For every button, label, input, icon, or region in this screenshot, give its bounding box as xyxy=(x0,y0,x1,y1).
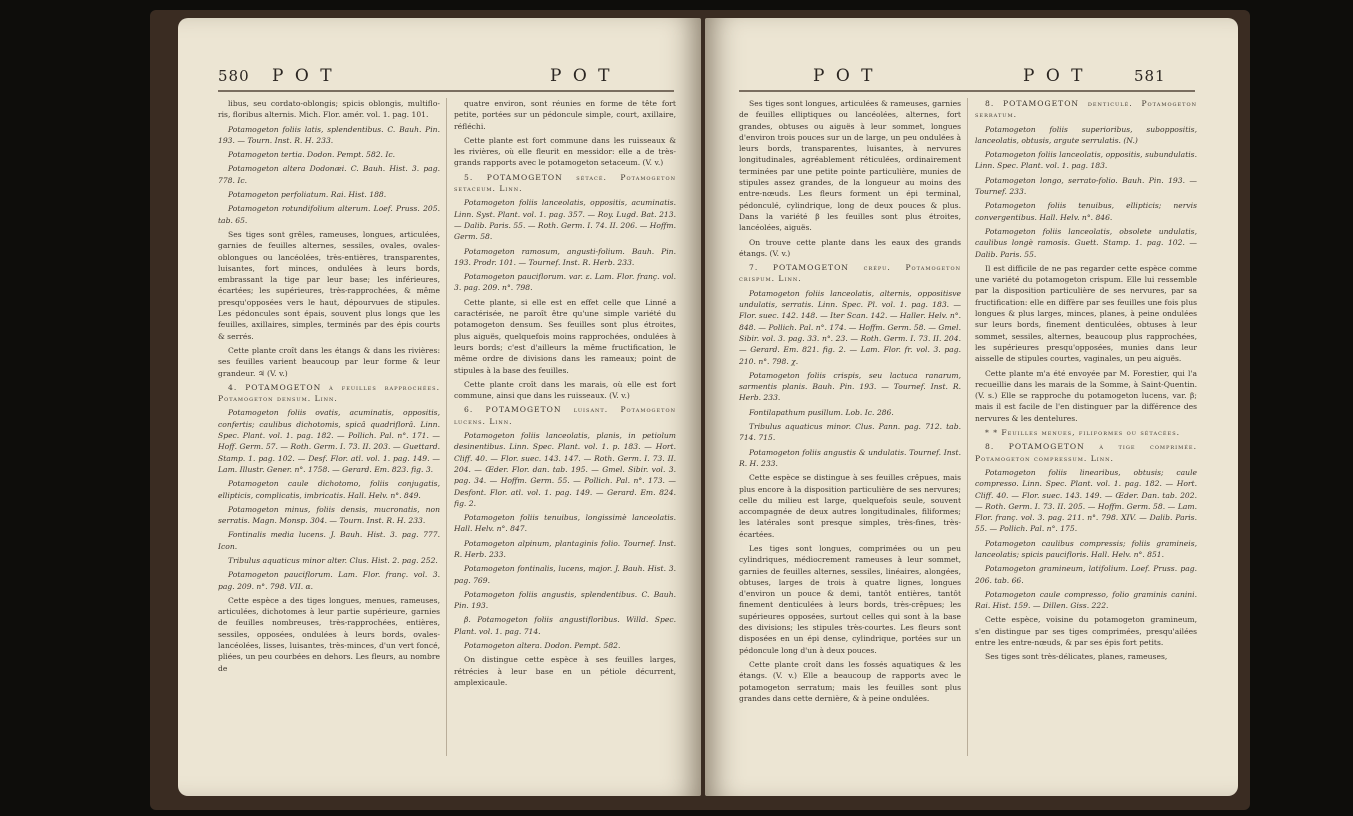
paragraph: 6. POTAMOGETON luisant. Potamogeton lucens. Linn. xyxy=(454,405,676,426)
paragraph: Cette espèce, voisine du potamogeton gramineum, s'en distingue par ses tiges comprimées, presqu'ailées entre les entre-nœuds, & par ses épis fort petits. xyxy=(975,615,1197,648)
paragraph: 7. POTAMOGETON crépu. Potamogeton crispum. Linn. xyxy=(739,263,961,284)
paragraph: Potamogeton altera. Dodon. Pempt. 582. xyxy=(464,641,621,651)
paragraph: Potamogeton caule compresso, folio graminis canini. Rai. Hist. 159. — Dillen. Giss. 222. xyxy=(975,589,1197,611)
paragraph: 8. POTAMOGETON à tige comprimée. Potamogeton compressum. Linn. xyxy=(975,442,1197,463)
left-page-header xyxy=(218,66,335,86)
paragraph: Cette plante croît dans les fossés aquatiques & les étangs. (V. v.) Elle a beaucoup de rapports avec le potamogeton serratum; mais les feuilles sont plus grandes dans cette dernière, & à peine ondulées. xyxy=(739,659,961,703)
paragraph: Cette plante est fort commune dans les ruisseaux & les rivières, où elle fleurit en messidor: elle a de très-grands rapports avec le potamogeton setaceum. (V. v.) xyxy=(454,135,676,168)
paragraph: Potamogeton foliis lanceolatis, obsolete undulatis, caulibus longè ramosis. Guett. Stamp. 1. pag. 102. — Dalib. Paris. 55. xyxy=(975,226,1197,259)
left-column-divider xyxy=(446,98,447,756)
paragraph: Ses tiges sont très-délicates, planes, rameuses, xyxy=(985,652,1168,662)
paragraph: 5. POTAMOGETON sétacé. Potamogeton setaceum. Linn. xyxy=(454,172,676,194)
left-running-head-left: P O T xyxy=(272,66,335,86)
right-page xyxy=(705,18,1238,796)
paragraph: Potamogeton ramosum, angusti-folium. Bauh. Pin. 193. Prodr. 101. — Tournef. Inst. R. Herb. 233. xyxy=(454,246,676,267)
paragraph: Potamogeton pauciflorum. Lam. Flor. franç. vol. 3. pag. 209. n°. 798. VII. α. xyxy=(218,570,440,591)
paragraph: Potamogeton foliis angustis & undulatis. Tournef. Inst. R. H. 233. xyxy=(739,447,961,468)
left-column-1 xyxy=(218,98,440,766)
paragraph: On trouve cette plante dans les eaux des grands étangs. (V. v.) xyxy=(739,237,961,258)
left-page-number: 580 xyxy=(218,67,250,85)
paragraph: Ses tiges sont longues, articulées & rameuses, garnies de feuilles elliptiques ou lancéolées, alternes, fort grandes, obtuses ou aiguës à leur sommet, longues d'environ trois pouces sur un de large, un peu ondulées à leurs bords, transparentes, luisantes, à nervures longitudinales, agréablement réticulées, ordinairement terminées par une petite pointe particulière, munies de stipules assez grandes, de la longueur au moins des entre-nœuds. Les fleurs forment un épi terminal, pédonculé, cylindrique, long de deux pouces & plus. Dans la variété β les feuilles sont plus étroites, lancéolées, aiguës. xyxy=(739,99,961,233)
paragraph: Potamogeton foliis lanceolatis, oppositis, subundulatis. Linn. Spec. Plant. vol. 1. pag. 183. xyxy=(975,150,1197,171)
right-column-2 xyxy=(975,98,1197,766)
paragraph: Potamogeton caule dichotomo, foliis conjugatis, ellipticis, complicatis, imbricatis. Hall. Helv. n°. 849. xyxy=(218,479,440,500)
paragraph: Ses tiges sont grêles, rameuses, longues, articulées, garnies de feuilles alternes, sessiles, ovales, ovales-oblongues ou lancéolées, très-entières, transparentes, luisantes, fort minces, ondulées à leurs bords, embrassant la tige par leur base; les inférieures, écartées; les supérieures, très-rapprochées, & même presqu'opposées vers le haut, dépourvues de stipules. Les pédoncules sont épais, souvent plus longs que les feuilles, axillaires, simples, terminés par des épis courts & serrés. xyxy=(218,229,440,341)
paragraph: Potamogeton foliis lanceolatis, oppositis, acuminatis. Linn. Syst. Plant. vol. 1. pag. 357. — Roy. Lugd. Bat. 213. — Dalib. Paris. 55. — Roth. Germ. I. 74. II. 206. — Hoffm. Germ. 58. xyxy=(454,198,676,242)
paragraph: Potamogeton foliis angustis, splendentibus. C. Bauh. Pin. 193. xyxy=(454,589,676,611)
right-running-head-left: P O T xyxy=(813,66,876,86)
left-column-2 xyxy=(454,98,676,766)
paragraph: Potamogeton longo, serrato-folio. Bauh. Pin. 193. — Tournef. 233. xyxy=(975,175,1197,197)
paragraph: Cette espèce se distingue à ses feuilles crêpues, mais plus encore à la disposition particulière de ses nervures; celle du milieu est large, quelquefois seule, souvent accompagnée de deux autres longitudinales, filiformes; les latérales sont presque simples, très-fines, très-écartées. xyxy=(739,473,961,539)
paragraph: β. Potamogeton foliis angustifloribus. Willd. Spec. Plant. vol. 1. pag. 714. xyxy=(454,615,676,636)
right-running-head-right: P O T xyxy=(1023,66,1086,86)
paragraph: Fontilapathum pusillum. Lob. Ic. 286. xyxy=(749,407,894,417)
paragraph: Les tiges sont longues, comprimées ou un peu cylindriques, médiocrement rameuses à leur sommet, garnies de feuilles alternes, sessiles, linéaires, alongées, obtuses, larges de trois à quatre lignes, longues d'environ un pouce & demi, tantôt entières, tantôt finement denticulées à leurs bords, très-crêpues; les supérieures opposées, surtout celles qui sont à la base des divisions; les stipules très-courtes. Les fleurs sont disposées en un épi dense, cylindrique, portées sur un pédoncule long d'un à deux pouces. xyxy=(739,543,961,655)
paragraph: Cette espèce a des tiges longues, menues, rameuses, articulées, dichotomes à leur partie supérieure, garnies de feuilles nombreuses, très-rapprochées, entières, sessiles, opposées, ondulées à leurs bords, ovales-lancéolées, lisses, luisantes, très-minces, d'un vert foncé, pliées, un peu courbées en dehors. Les fleurs, au nombre de xyxy=(218,595,440,673)
paragraph: Potamogeton pauciflorum. var. ε. Lam. Flor. franç. vol. 3. pag. 209. n°. 798. xyxy=(454,272,676,293)
paragraph: * * Feuilles menues, filiformes ou sétacées. xyxy=(985,428,1181,438)
left-header-rule xyxy=(218,90,674,92)
paragraph: 4. POTAMOGETON à feuilles rapprochées. Potamogeton densum. Linn. xyxy=(218,382,440,404)
paragraph: Cette plante m'a été envoyée par M. Forestier, qui l'a recueillie dans les marais de la Somme, à Saint-Quentin. (V. s.) Elle se rapproche du potamogeton lucens, var. β; mais il est facile de l'en distinguer par la différence des nervures & les dentelures. xyxy=(975,368,1197,423)
right-header-rule xyxy=(739,90,1195,92)
paragraph: Tribulus aquaticus minor. Clus. Pann. pag. 712. tab. 714. 715. xyxy=(739,422,961,443)
paragraph: Potamogeton perfoliatum. Rai. Hist. 188. xyxy=(228,190,387,200)
paragraph: Fontinalis media lucens. J. Bauh. Hist. 3. pag. 777. Icon. xyxy=(218,530,440,551)
paragraph: Il est difficile de ne pas regarder cette espèce comme une variété du potamogeton crispum. Elle lui ressemble par la disposition particulière de ses nervures, par sa fructification: elle en diffère par ses feuilles une fois plus longues & plus larges, minces, planes, à peine ondulées sur leurs bords, finement denticulées, obtuses à leur sommet, sessiles, alternes, beaucoup plus rapprochées, les supérieures presqu'opposées, munies dans leur aisselle de stipules courtes, vaginales, un peu aiguës. xyxy=(975,263,1197,364)
paragraph: Cette plante, si elle est en effet celle que Linné a caractérisée, ne paroît être qu'une simple variété du potamogeton densum. Ses feuilles sont plus étroites, plus aiguës, quelquefois moins rapprochées, ondulées à leurs bords; c'est d'ailleurs la même fructification, le même ordre de divisions dans les rameaux; point de stipules à la base des feuilles. xyxy=(454,297,676,375)
paragraph: Potamogeton altera Dodonæi. C. Bauh. Hist. 3. pag. 778. Ic. xyxy=(218,164,440,185)
paragraph: Potamogeton foliis lanceolatis, alternis, oppositisve undulatis, serratis. Linn. Spec. Pl. vol. 1. pag. 183. — Flor. suec. 142. 148. — Iter Scan. 142. — Haller. Helv. n°. 848. — Pollich. Pal. n°. 174. — Hoffm. Germ. 58. — Gmel. Sibir. vol. 3. pag. 33. n°. 23. — Roth. Germ. I. 73. II. 204. — Gerard. Em. 821. fig. 2. — Lam. Flor. fr. vol. 3. pag. 210. n°. 798. χ. xyxy=(739,288,961,366)
paragraph: Potamogeton foliis crispis, seu lactuca ranarum, sarmentis planis. Bauh. Pin. 193. — Tournef. Inst. R. Herb. 233. xyxy=(739,370,961,403)
paragraph: 8. POTAMOGETON denticulé. Potamogeton serratum. xyxy=(975,99,1197,120)
paragraph: Potamogeton caulibus compressis; foliis gramineis, lanceolatis; spicis paucifloris. Hall. Helv. n°. 851. xyxy=(975,538,1197,559)
right-page-header xyxy=(1023,66,1166,86)
paragraph: Potamogeton foliis ovatis, acuminatis, oppositis, confertis; caulibus dichotomis, spicâ quadriflorâ. Linn. Spec. Plant. vol. 1. pag. 182. — Pollich. Pal. n°. 171. — Hoff. Germ. 57. — Roth. Germ. I. 73. II. 203. — Guettard. Stamp. 1. pag. 102. — Desf. Flor. atl. vol. 1. pag. 149. — Lam. Illustr. Gener. n°. 1758. — Gerard. Em. 823. fig. 3. xyxy=(218,408,440,474)
paragraph: Potamogeton rotundifolium alterum. Loef. Pruss. 205. tab. 65. xyxy=(218,204,440,225)
paragraph: Potamogeton foliis linearibus, obtusis; caule compresso. Linn. Spec. Plant. vol. 1. pag. 182. — Hort. Cliff. 40. — Flor. suec. 143. 149. — Œder. Dan. tab. 202. — Roth. Germ. I. 73. II. 205. — Hoffm. Germ. 58. — Lam. Flor. franç. vol. 3. pag. 211. n°. 798. XIV. — Dalib. Paris. 55. — Pollich. Pal. n°. 175. xyxy=(975,467,1197,534)
paragraph: On distingue cette espèce à ses feuilles larges, rétrécies à leur base en un pétiole décurrent, amplexicaule. xyxy=(454,655,676,687)
paragraph: Potamogeton foliis lanceolatis, planis, in petiolum desinentibus. Linn. Spec. Plant. vol. 1. p. 183. — Hort. Cliff. 40. — Flor. suec. 143. 147. — Roth. Germ. I. 73. II. 204. — Œder. Flor. dan. tab. 195. — Gmel. Sibir. vol. 3. pag. 34. — Hoffm. Germ. 55. — Pollich. Pal. n°. 173. — Desfont. Flor. atl. vol. 1. pag. 149. — Gerard. Em. 824. fig. 2. xyxy=(454,431,676,508)
paragraph: Cette plante croît dans les étangs & dans les rivières: ses feuilles varient beaucoup par leur forme & leur grandeur. ♃ (V. v.) xyxy=(218,345,440,378)
right-column-1 xyxy=(739,98,961,766)
paragraph: Tribulus aquaticus minor alter. Clus. Hist. 2. pag. 252. xyxy=(228,555,438,565)
paragraph: Potamogeton gramineum, latifolium. Loef. Pruss. pag. 206. tab. 66. xyxy=(975,564,1197,585)
paragraph: Cette plante croît dans les marais, où elle est fort commune, ainsi que dans les ruisseaux. (V. v.) xyxy=(454,379,676,401)
paragraph: Potamogeton alpinum, plantaginis folio. Tournef. Inst. R. Herb. 233. xyxy=(454,538,676,559)
right-page-number: 581 xyxy=(1133,67,1166,85)
paragraph: Potamogeton foliis superioribus, suboppositis, lanceolatis, obtusis, argute serrulatis. (N.) xyxy=(975,124,1197,145)
paragraph: Potamogeton foliis tenuibus, longissimè lanceolatis. Hall. Helv. n°. 847. xyxy=(454,513,676,534)
paragraph: Potamogeton minus, foliis densis, mucronatis, non serratis. Magn. Monsp. 304. — Tourn. Inst. R. H. 233. xyxy=(218,504,440,526)
paragraph: Potamogeton foliis latis, splendentibus. C. Bauh. Pin. 193. — Tourn. Inst. R. H. 233. xyxy=(218,124,440,145)
paragraph: Potamogeton fontinalis, lucens, major. J. Bauh. Hist. 3. pag. 769. xyxy=(454,564,676,585)
left-running-head-right: P O T xyxy=(550,66,613,86)
paragraph: quatre environ, sont réunies en forme de tête fort petite, portées sur un pédoncule simple, court, axillaire, réfléchi. xyxy=(454,99,676,131)
right-column-divider xyxy=(967,98,968,756)
paragraph: libus, seu cordato-oblongis; spicis oblongis, multiflo-ris, floribus alternis. Mich. Flor. amér. vol. 1. pag. 101. xyxy=(218,99,440,120)
left-page xyxy=(178,18,701,796)
paragraph: Potamogeton foliis tenuibus, ellipticis; nervis convergentibus. Hall. Helv. n°. 846. xyxy=(975,201,1197,222)
paragraph: Potamogeton tertia. Dodon. Pempt. 582. Ic. xyxy=(228,150,396,160)
